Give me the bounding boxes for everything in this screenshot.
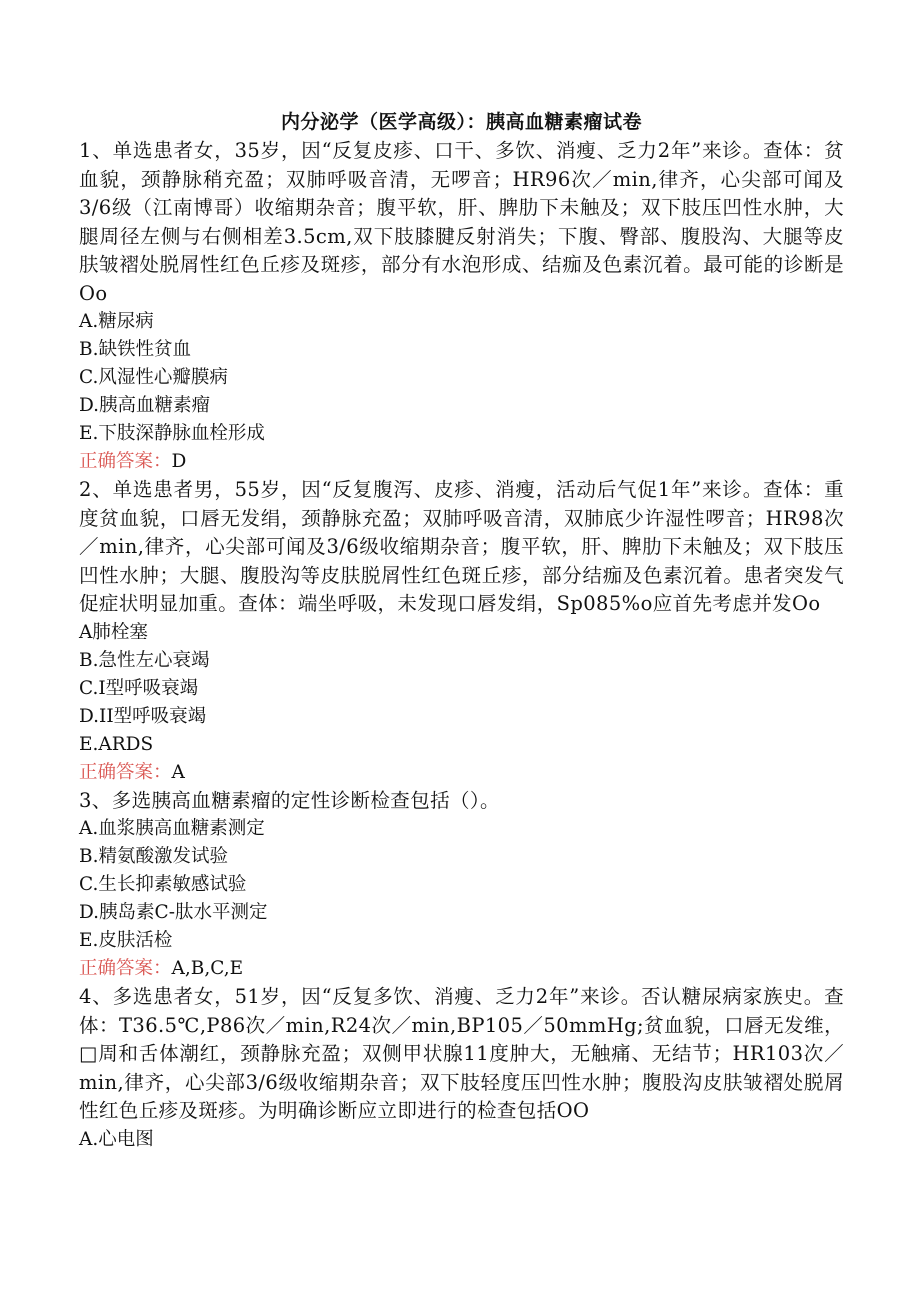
document-content	[79, 109, 844, 1154]
option-a: A.心电图	[79, 1128, 154, 1150]
option-list	[79, 619, 844, 759]
option-b: B.精氨酸激发试验	[79, 846, 228, 867]
correct-answer	[79, 759, 844, 787]
option-list	[79, 1126, 844, 1154]
document-title: 内分泌学（医学高级）：胰高血糖素瘤试卷	[280, 111, 642, 133]
answer-label: 正确答案：	[79, 761, 172, 783]
answer-value: A	[171, 761, 185, 783]
option-list	[79, 815, 844, 955]
option-c: C.I型呼吸衰竭	[79, 677, 199, 699]
option-e: E.ARDS	[79, 733, 154, 755]
option-a: A.血浆胰高血糖素测定	[79, 818, 265, 839]
correct-answer	[79, 448, 844, 476]
option-a: A.糖尿病	[79, 311, 154, 332]
correct-answer	[79, 955, 844, 983]
answer-value: A,B,C,E	[171, 958, 244, 979]
option-d: D.II型呼吸衰竭	[79, 705, 207, 727]
answer-label: 正确答案：	[79, 451, 172, 472]
option-d: D.胰高血糖素瘤	[79, 395, 211, 416]
option-e: E.下肢深静脉血栓形成	[79, 423, 265, 444]
option-list	[79, 308, 844, 448]
option-c: C.风湿性心瓣膜病	[79, 367, 228, 388]
question-stem: 4、多选患者女，51岁，因“反复多饮、消瘦、乏力2年”来诊。否认糖尿病家族史。查体：T36.5℃,P86次／min,R24次／min,BP105／50mmHg;贫血貌，口唇无发维，□周和舌体潮红，颈静脉充盈；双侧甲状腺11度肿大，无触痛、无结节；HR103次／min,律齐，心尖部3/6级收缩期杂音；双下肢轻度压凹性水肿；腹股沟皮肤皱褶处脱屑性红色丘疹及斑疹。为明确诊断应立即进行的检查包括OO	[79, 985, 844, 1122]
question-1	[79, 137, 844, 476]
question-3	[79, 787, 844, 984]
option-e: E.皮肤活检	[79, 930, 173, 951]
option-b: B.急性左心衰竭	[79, 649, 210, 671]
question-2	[79, 476, 844, 787]
question-stem: 3、多选胰高血糖素瘤的定性诊断检查包括（）。	[79, 788, 500, 812]
question-stem: 1、单选患者女，35岁，因“反复皮疹、口干、多饮、消瘦、乏力2年”来诊。查体：贫血貌，颈静脉稍充盈；双肺呼吸音清，无啰音；HR96次／min,律齐，心尖部可闻及3/6级（江南博哥）收缩期杂音；腹平软，肝、脾肋下未触及；双下肢压凹性水肿，大腿周径左侧与右侧相差3.5cm,双下肢膝腱反射消失；下腹、臀部、腹股沟、大腿等皮肤皱褶处脱屑性红色丘疹及斑疹，部分有水泡形成、结痂及色素沉着。最可能的诊断是Oo	[79, 139, 844, 305]
option-b: B.缺铁性贫血	[79, 339, 191, 360]
question-4	[79, 983, 844, 1154]
answer-value: D	[171, 451, 187, 472]
option-a: A肺栓塞	[79, 621, 148, 643]
option-d: D.胰岛素C-肽水平测定	[79, 902, 268, 923]
answer-label: 正确答案：	[79, 958, 172, 979]
question-stem: 2、单选患者男，55岁，因“反复腹泻、皮疹、消瘦，活动后气促1年”来诊。查体：重度贫血貌，口唇无发绢，颈静脉充盈；双肺呼吸音清，双肺底少许湿性啰音；HR98次／min,律齐，心尖部可闻及3/6级收缩期杂音；腹平软，肝、脾肋下未触及；双下肢压凹性水肿；大腿、腹股沟等皮肤脱屑性红色斑丘疹，部分结痂及色素沉着。患者突发气促症状明显加重。查体：端坐呼吸，未发现口唇发绢，Sp085%o应首先考虑并发Oo	[79, 478, 844, 615]
option-c: C.生长抑素敏感试验	[79, 874, 247, 895]
